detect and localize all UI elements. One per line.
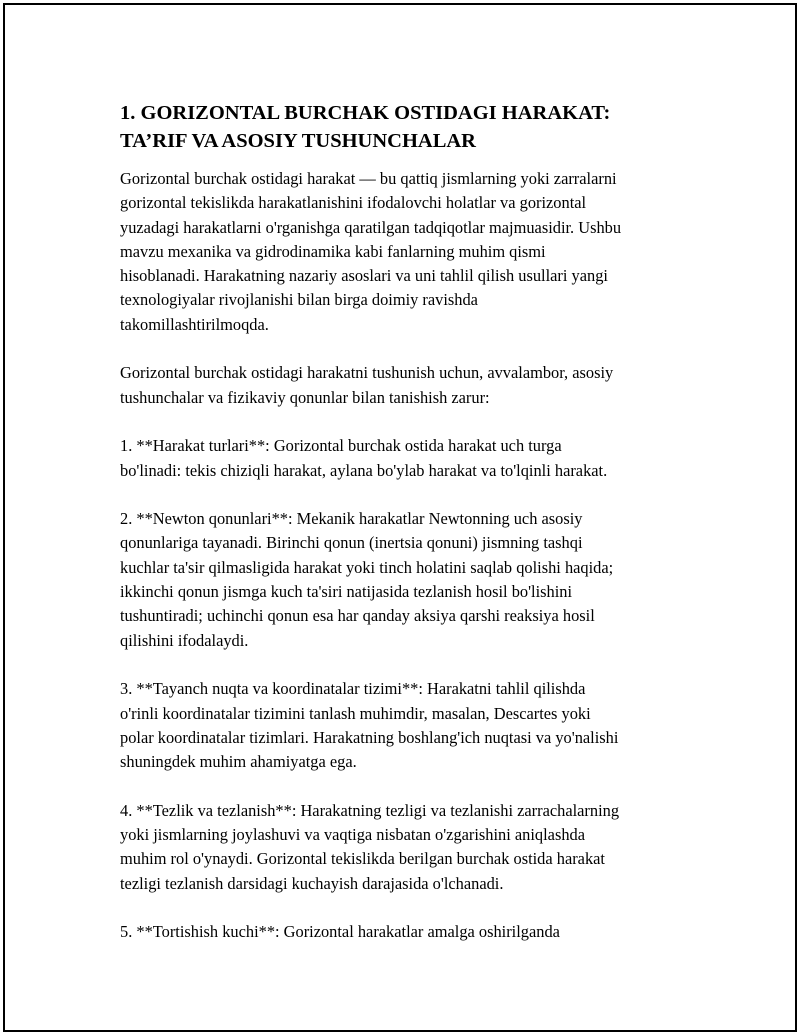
text-line: Gorizontal burchak ostidagi harakatni tushunish uchun, avvalambor, asosiy xyxy=(120,363,614,383)
paragraph-spacer xyxy=(120,410,690,434)
text-line: o'rinli koordinatalar tizimini tanlash muhimdir, masalan, Descartes yoki xyxy=(120,703,591,723)
text-line: tushuntiradi; uchinchi qonun esa har qanday aksiya qarshi reaksiya hosil xyxy=(120,606,595,626)
list-item-motion-types xyxy=(120,434,690,483)
paragraph-spacer xyxy=(120,337,690,361)
text-line: 2. **Newton qonunlari**: Mekanik harakatlar Newtonning uch asosiy xyxy=(120,509,583,529)
paragraph-spacer xyxy=(120,483,690,507)
section-heading xyxy=(120,99,690,155)
text-line: gorizontal tekislikda harakatlanishini ifodalovchi holatlar va gorizontal xyxy=(120,193,587,213)
list-item-coordinate-system xyxy=(120,677,690,774)
text-line: kuchlar ta'sir qilmasligida harakat yoki tinch holatini saqlab qolishi haqida; xyxy=(120,557,614,577)
list-item-newton-laws xyxy=(120,507,690,653)
text-line: polar koordinatalar tizimlari. Harakatning boshlang'ich nuqtasi va yo'nalishi xyxy=(120,727,619,747)
intro-paragraph xyxy=(120,167,690,337)
text-line: qilishini ifodalaydi. xyxy=(120,630,249,650)
text-line: shuningdek muhim ahamiyatga ega. xyxy=(120,752,357,772)
text-line: 4. **Tezlik va tezlanish**: Harakatning tezligi va tezlanishi zarrachalarning xyxy=(120,800,620,820)
text-line: qonunlariga tayanadi. Birinchi qonun (inertsia qonuni) jismning tashqi xyxy=(120,533,583,553)
text-line: texnologiyalar rivojlanishi bilan birga doimiy ravishda xyxy=(120,290,478,310)
list-item-gravity xyxy=(120,920,690,944)
text-line: yuzadagi harakatlarni o'rganishga qaratilgan tadqiqotlar majmuasidir. Ushbu xyxy=(120,217,622,237)
text-line: 5. **Tortishish kuchi**: Gorizontal harakatlar amalga oshirilganda xyxy=(120,922,560,942)
text-line: Gorizontal burchak ostidagi harakat — bu qattiq jismlarning yoki zarralarni xyxy=(120,169,617,188)
paragraph-spacer xyxy=(120,896,690,920)
text-line: muhim rol o'ynaydi. Gorizontal tekislikda berilgan burchak ostida harakat xyxy=(120,849,605,869)
heading-line: TA’RIF VA ASOSIY TUSHUNCHALAR xyxy=(120,130,476,152)
concepts-intro-paragraph xyxy=(120,361,690,410)
heading-line: 1. GORIZONTAL BURCHAK OSTIDAGI HARAKAT: xyxy=(120,102,611,124)
document-body xyxy=(120,99,690,945)
text-line: hisoblanadi. Harakatning nazariy asoslari va uni tahlil qilish usullari yangi xyxy=(120,266,608,286)
text-line: ikkinchi qonun jismga kuch ta'siri natijasida tezlanish hosil bo'lishini xyxy=(120,582,573,602)
paragraph-spacer xyxy=(120,653,690,677)
text-line: mavzu mexanika va gidrodinamika kabi fanlarning muhim qismi xyxy=(120,241,546,261)
text-line: bo'linadi: tekis chiziqli harakat, aylana bo'ylab harakat va to'lqinli harakat. xyxy=(120,460,608,480)
text-line: yoki jismlarning joylashuvi va vaqtiga nisbatan o'zgarishini aniqlashda xyxy=(120,825,585,845)
text-line: takomillashtirilmoqda. xyxy=(120,314,269,334)
list-item-velocity-acceleration xyxy=(120,799,690,896)
text-line: 1. **Harakat turlari**: Gorizontal burchak ostida harakat uch turga xyxy=(120,436,562,456)
paragraph-spacer xyxy=(120,774,690,798)
document-page xyxy=(3,3,797,1032)
text-line: tezligi tezlanish darsidagi kuchayish darajasida o'lchanadi. xyxy=(120,873,504,893)
text-line: tushunchalar va fizikaviy qonunlar bilan tanishish zarur: xyxy=(120,387,490,407)
text-line: 3. **Tayanch nuqta va koordinatalar tizimi**: Harakatni tahlil qilishda xyxy=(120,679,586,699)
